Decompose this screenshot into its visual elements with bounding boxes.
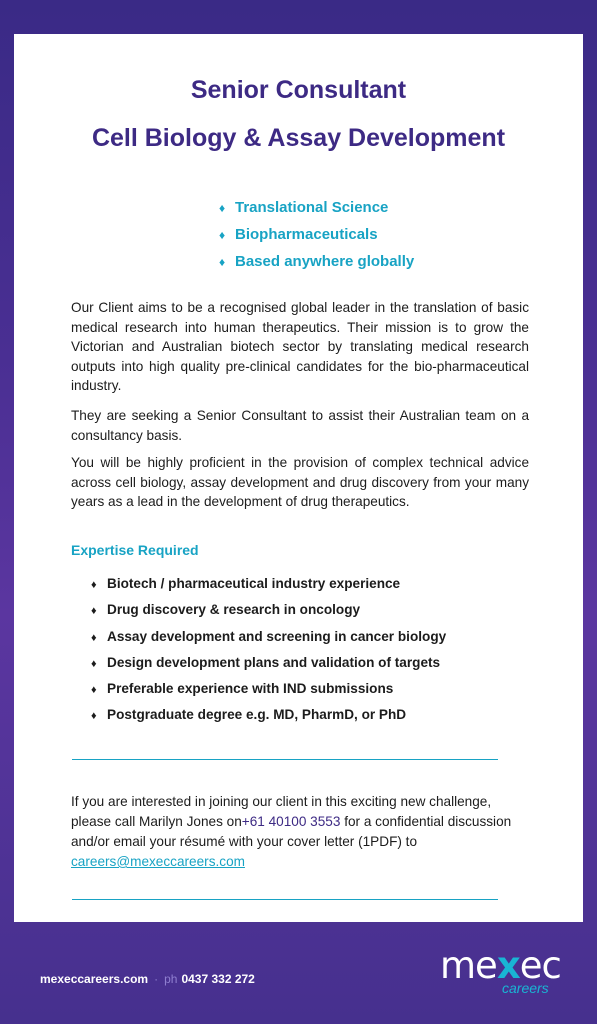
footer-phone[interactable]: 0437 332 272	[181, 972, 255, 986]
divider-line	[72, 899, 498, 900]
contact-paragraph	[71, 792, 531, 872]
diamond-bullet-icon: ♦	[91, 631, 97, 644]
logo-subtext: careers	[502, 980, 549, 996]
intro-paragraph: Our Client aims to be a recognised global leader in the translation of basic medical research into human therapeutics. Their mission is to grow the Victorian and Australian biotech sector by translating medical research outputs into high quality pre-clinical candidates for the bio-pharmaceutical industry.	[71, 300, 529, 393]
footer-bar	[0, 922, 597, 1024]
expertise-heading: Expertise Required	[71, 542, 199, 558]
footer-phone-prefix: ph	[164, 972, 178, 986]
contact-text: for a confidential discussion and/or email your résumé with your cover letter (1PDF) to	[71, 814, 512, 849]
logo-wordmark: mexec	[440, 944, 561, 987]
divider-line	[72, 759, 498, 760]
expertise-item: ♦ Design development plans and validation of targets	[91, 650, 446, 676]
expertise-item: ♦ Drug discovery & research in oncology	[91, 597, 446, 623]
footer-contact	[40, 972, 255, 986]
diamond-bullet-icon: ♦	[91, 605, 97, 618]
role-paragraph: They are seeking a Senior Consultant to assist their Australian team on a consultancy basis.	[71, 408, 529, 443]
contact-email-link[interactable]: careers@mexeccareers.com	[71, 854, 245, 869]
expertise-item: ♦ Preferable experience with IND submissions	[91, 676, 446, 702]
diamond-bullet-icon: ♦	[219, 255, 226, 269]
tag-item: ♦ Biopharmaceuticals	[219, 221, 414, 248]
diamond-bullet-icon: ♦	[91, 684, 97, 697]
diamond-bullet-icon: ♦	[219, 228, 226, 242]
expertise-item: ♦ Assay development and screening in cancer biology	[91, 624, 446, 650]
skills-paragraph: You will be highly proficient in the provision of complex technical advice across cell biology, assay development and drug discovery from your many years as a lead in the development of drug therapeutics.	[71, 455, 529, 509]
expertise-list	[91, 571, 446, 729]
job-title: Senior Consultant	[190, 76, 407, 104]
contact-phone-link[interactable]: +61 40100 3553	[241, 814, 341, 829]
expertise-item: ♦ Postgraduate degree e.g. MD, PharmD, or PhD	[91, 702, 446, 728]
diamond-bullet-icon: ♦	[91, 579, 97, 591]
tag-item: ♦ Translational Science	[219, 194, 414, 221]
footer-separator: ·	[154, 972, 159, 986]
highlight-tags	[219, 194, 414, 275]
footer-website-link[interactable]: mexeccareers.com	[40, 972, 149, 986]
job-subtitle: Cell Biology & Assay Development	[91, 124, 506, 152]
contact-text: If you are interested in joining our client in this exciting new challenge, please call Marilyn Jones on	[71, 794, 492, 829]
tag-item: ♦ Based anywhere globally	[219, 248, 414, 275]
mexec-careers-logo	[440, 944, 560, 1004]
job-ad-card	[14, 34, 583, 922]
expertise-item: ♦ Biotech / pharmaceutical industry experience	[91, 571, 446, 597]
diamond-bullet-icon: ♦	[219, 201, 226, 215]
diamond-bullet-icon: ♦	[91, 657, 97, 670]
diamond-bullet-icon: ♦	[91, 710, 97, 723]
